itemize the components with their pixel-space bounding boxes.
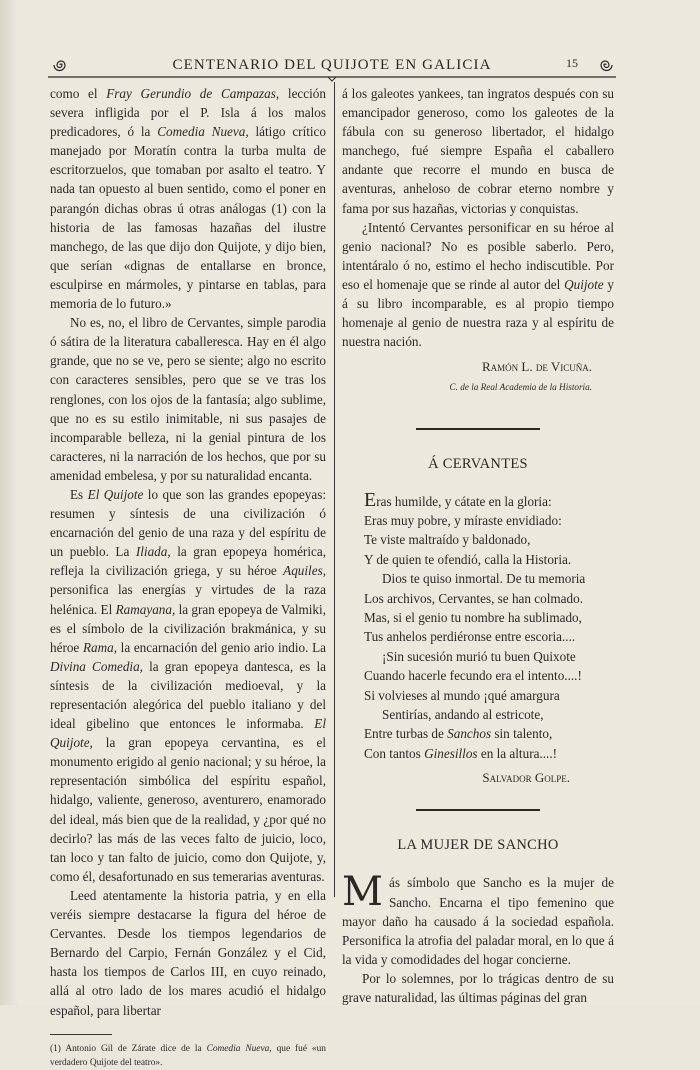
author-signature: Ramón L. de Vicuña. [481, 359, 592, 375]
poem-line: Sentirías, andando al estricote, [382, 707, 544, 723]
paragraph: á los galeotes yankees, tan ingratos después con su emancipador generoso, como los galeotes de la fábula con su generoso libertador, el hidalgo manchego, fué siempre España el caballero andante que recorre el mundo en busca de aventuras, anheloso de cobrar eterno nombre y fama por sus hazañas, victorias y conquistas. [342, 86, 614, 216]
paragraph: Por lo solemnes, por lo trágicas dentro de su grave naturalidad, las últimas páginas del gran [342, 970, 614, 1006]
poem-line: Con tantos Ginesillos en la altura....! [364, 745, 558, 761]
page-header [48, 54, 616, 76]
section-title: LA MUJER DE SANCHO [397, 837, 559, 854]
poem-line: Eras humilde, y cátate en la gloria: [364, 488, 552, 511]
poem-line: ¡Sin sucesión murió tu buen Quixote [382, 648, 576, 664]
footnote-rule [50, 1034, 112, 1035]
right-column [342, 84, 614, 1007]
poem-line: Eras muy pobre, y míraste envidiado: [364, 513, 562, 528]
poem-line: Te viste maltraído y baldonado, [364, 532, 531, 548]
running-title: CENTENARIO DEL QUIJOTE EN GALICIA [172, 57, 492, 73]
page-number: 15 [566, 56, 578, 70]
footnote: (1) Antonio Gil de Zárate dice de la Comedia Nueva, que fué «un verdadero Quijote del teatro». [50, 1043, 326, 1068]
poem-line: Entre turbas de Sanchos sin talento, [364, 726, 553, 742]
poem-line: Mas, si el genio tu nombre ha sublimado, [364, 610, 582, 626]
poem-initial: E [364, 488, 377, 511]
poem-line: Y de quien te ofendió, calla la Historia. [364, 551, 572, 567]
header-rule [48, 76, 616, 82]
poem-line: Dios te quiso inmortal. De tu memoria [382, 571, 586, 587]
poem [364, 488, 614, 764]
spiral-ornament-icon [596, 57, 614, 73]
column-divider [334, 82, 335, 897]
left-column [50, 84, 326, 1070]
poem-line: Tus anhelos perdiéronse entre escoria.... [364, 629, 576, 645]
paragraph: No es, no, el libro de Cervantes, simple parodia ó sátira de la literatura caballeresca. Hay en él algo grande, que no se ve, pero se siente; algo no escrito con caracteres sensibles, pero que se ve tras los renglones, con los ojos de la fantasía; algo sublime, que no es su estilo inimitable, ni sus pasajes de incomparable belleza, ni la genial pintura de los caracteres, ni la narración de los hechos, que por su amenidad embelesa, y por su naturalidad encanta. [50, 315, 326, 483]
poem-line: Los archivos, Cervantes, se han colmado. [364, 590, 583, 606]
poet-signature: Salvador Golpe. [482, 770, 570, 786]
spiral-ornament-icon [52, 57, 70, 73]
paragraph: como el Fray Gerundio de Campazas, lección severa infligida por el P. Isla á los malos predicadores, ó la Comedia Nueva, látigo crítico manejado por Moratín contra la turba multa de escritorzuelos, que tomaban por asalto el teatro. Y nada tan opuesto al buen sentido, como el poner en parangón dichas obras ú otras análogas (1) con la historia de las famosas hazañas del ilustre manchego, de las que dijo don Quijote, y dijo bien, que serían «dignas de entallarse en bronce, esculpirse en mármoles, y pintarse en tablas, para memoria de lo futuro.» [50, 86, 327, 312]
poem-line: Cuando hacerle fecundo era el intento....! [364, 668, 582, 684]
drop-cap: M [342, 869, 383, 916]
paragraph: Es El Quijote lo que son las grandes epopeyas: resumen y síntesis de una civilización ó encarnación del genio de una raza y del espíritu de un pueblo. La Iliada, la gran epopeya homérica, refleja la civilización griega, y su héroe Aquiles, personifica las energías y virtudes de la raza helénica. El Ramayana, la gran epopeya de Valmiki, es el símbolo de la civilización brakmánica, y su héroe Rama, la encarnación del genio ario indio. La Divina Comedia, la gran epopeya dantesca, es la síntesis de la civilización medioeval, y la representación alegórica del pueblo italiano y del ideal gibelino que entonces le informaba. El Quijote, la gran epopeya cervantina, es el monumento erigido al genio nacional; y su héroe, la representación simbólica del espíritu español, hidalgo, valiente, generoso, aventurero, enamorado del ideal, más bien que de la realidad, y ¿por qué no decirlo? las más de las veces falto de juicio, loco, tan loco y tan falto de juicio, como don Quijote, y, como él, desafortunado en sus temerarias aventuras. [50, 486, 327, 884]
section-separator [416, 809, 540, 812]
poem-line: Si volvieses al mundo ¡qué amargura [364, 687, 560, 703]
author-affiliation: C. de la Real Academia de la Historia. [449, 382, 592, 393]
paragraph: ¿Intentó Cervantes personificar en su héroe al genio nacional? No es posible saberlo. Pero, intentáralo ó no, estimo el hecho indiscutible. Por eso el homenaje que se rinde al autor del Quijote y á su libro incomparable, es al propio tiempo homenaje al genio de nuestra raza y al espíritu de nuestra nación. [342, 219, 614, 350]
paragraph: Más símbolo que Sancho es la mujer de Sancho. Encarna el tipo femenino que mayor daño ha causado á la sociedad española. Personifica la atrofia del paladar moral, en lo que á la vida y comodidades del hogar concierne. [342, 869, 614, 967]
section-separator [416, 428, 540, 431]
paragraph: Leed atentamente la historia patria, y en ella veréis siempre destacarse la figura del héroe de Cervantes. Desde los tiempos legendarios de Bernardo del Carpio, Fernán González y el Cid, hasta los tiempos de Carlos III, en cuyo reinado, allá al otro lado de los mares acudió el hidalgo español, para libertar [50, 887, 326, 1018]
poem-title: Á CERVANTES [428, 455, 528, 472]
